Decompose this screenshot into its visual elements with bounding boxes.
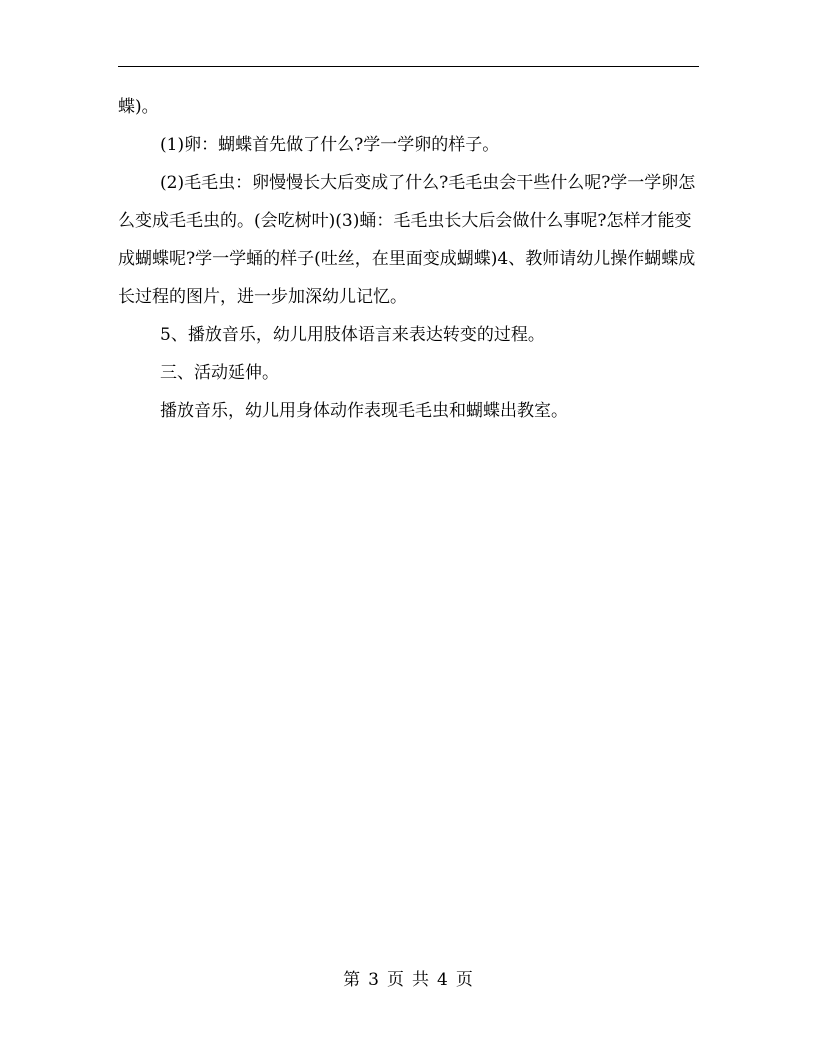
paragraph-egg: (1)卵：蝴蝶首先做了什么?学一学卵的样子。 — [160, 135, 500, 155]
footer-page-prefix: 第 — [343, 970, 361, 990]
paragraph-extension: 播放音乐，幼儿用身体动作表现毛毛虫和蝴蝶出教室。 — [160, 401, 568, 421]
paragraph-continuation: 蝶)。 — [118, 97, 159, 117]
footer-total-pages: 4 — [437, 970, 448, 990]
paragraph-music-step: 5、播放音乐，幼儿用肢体语言来表达转变的过程。 — [160, 325, 545, 345]
footer-total-prefix: 共 — [412, 970, 429, 990]
header-rule — [118, 66, 699, 67]
document-body — [118, 88, 699, 430]
footer-page-number: 3 — [368, 970, 379, 990]
section-heading-extension: 三、活动延伸。 — [160, 363, 279, 383]
page-footer — [0, 968, 816, 992]
footer-page-mid: 页 — [387, 970, 404, 990]
footer-page-suffix: 页 — [455, 970, 473, 990]
paragraph-caterpillar: (2)毛毛虫：卵慢慢长大后变成了什么?毛毛虫会干些什么呢?学一学卵怎么变成毛毛虫的。(会吃树叶)(3)蛹：毛毛虫长大后会做什么事呢?怎样才能变成蝴蝶呢?学一学蛹的样子(吐丝，在里面变成蝴蝶)4、教师请幼儿操作蝴蝶成长过程的图片，进一步加深幼儿记忆。 — [118, 173, 696, 307]
